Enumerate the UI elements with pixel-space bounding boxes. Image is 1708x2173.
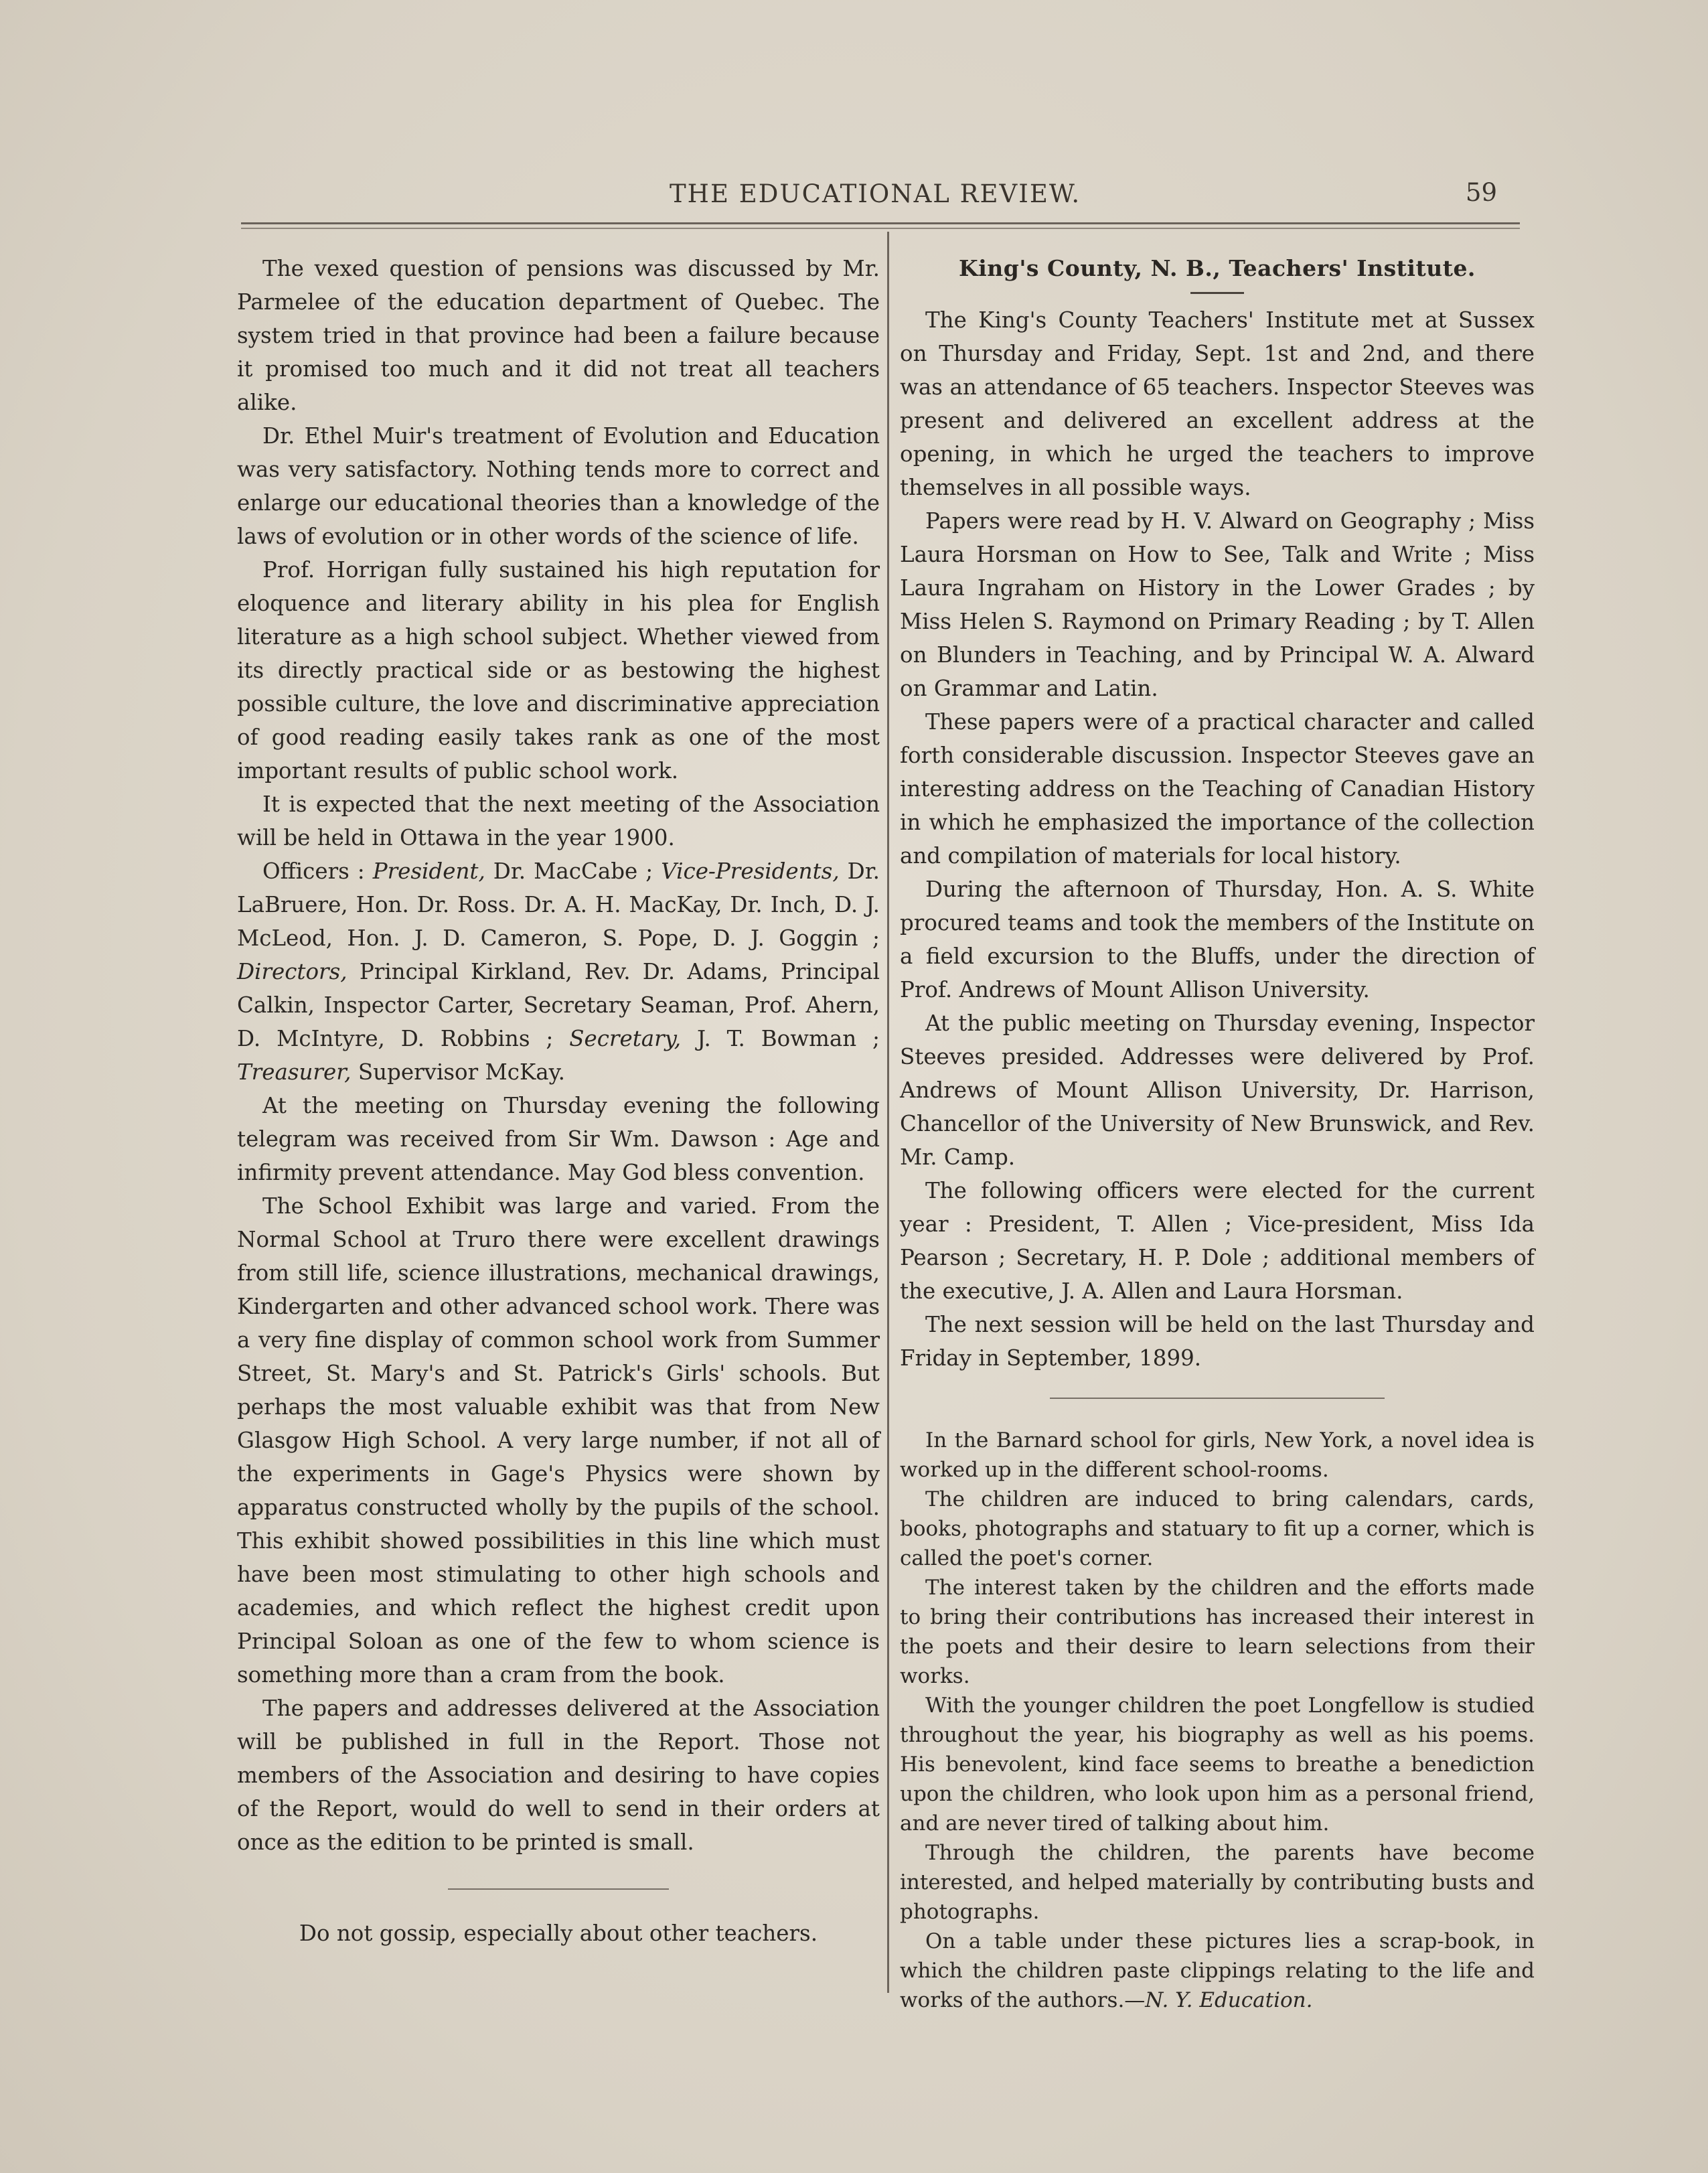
page-number: 59 (1465, 178, 1497, 207)
officers-text: Officers : (262, 858, 373, 884)
officers-text: Principal Kirkland, Rev. Dr. Adams, Principal Calkin, Inspector Carter, Secretary Seaman, Prof. Ahern, D. McIntyre, D. Robbins ; (237, 959, 880, 1051)
paragraph-telegram: At the meeting on Thursday evening the following telegram was received from Sir Wm. Dawson : Age and infirmity prevent attendance. May God bless convention. (237, 1093, 880, 1185)
paragraph-report: The papers and addresses delivered at the Association will be published in full in the Report. Those not members of the Association and desiring to have copies of the Report, would do well to send in their orders at once as the edition to be printed is small. (237, 1696, 880, 1855)
officers-role: Vice-Presidents, (661, 858, 840, 884)
paragraph-pensions: The vexed question of pensions was discussed by Mr. Parmelee of the education department of Quebec. The system tried in that province had been a failure because it promised too much and it did not treat all teachers alike. (237, 256, 880, 415)
paragraph-excursion: During the afternoon of Thursday, Hon. A. S. White procured teams and took the members of the Institute on a field excursion to the Bluffs, under the direction of Prof. Andrews of Mount Allison University. (900, 877, 1535, 1002)
gossip-note: Do not gossip, especially about other teachers. (299, 1921, 818, 1946)
paragraph-evolution: Dr. Ethel Muir's treatment of Evolution and Education was very satisfactory. Nothing tends more to correct and enlarge our educational theories than a knowledge of the laws of evolution or in other words of the science of life. (237, 423, 880, 549)
article-title: King's County, N. B., Teachers' Institute. (959, 255, 1476, 281)
header-rule (241, 222, 1520, 224)
title-rule (1190, 292, 1244, 294)
paragraph-papers: Papers were read by H. V. Alward on Geography ; Miss Laura Horsman on How to See, Talk and Write ; Miss Laura Ingraham on History in the Lower Grades ; by Miss Helen S. Raymond on Primary Reading ; by T. Allen on Blunders in Teaching, and by Principal W. A. Alward on Grammar and Latin. (900, 508, 1535, 701)
paragraph-public-meeting: At the public meeting on Thursday evening, Inspector Steeves presided. Addresses were delivered by Prof. Andrews of Mount Allison University, Dr. Harrison, Chancellor of the University of New Brunswick, and Rev. Mr. Camp. (900, 1010, 1535, 1170)
left-column (237, 252, 880, 1950)
officers-text: Dr. MacCabe ; (485, 858, 662, 884)
officers-role: Directors, (237, 959, 347, 984)
paragraph-next-meeting: It is expected that the next meeting of the Association will be held in Ottawa in the year 1900. (237, 792, 880, 850)
paragraph-literature: Prof. Horrigan fully sustained his high reputation for eloquence and literary ability in his plea for English literature as a high school subject. Whether viewed from its directly practical side or as bestowing the highest possible culture, the love and discriminative appreciation of good reading easily takes rank as one of the most important results of public school work. (237, 557, 880, 783)
paragraph-parents: Through the children, the parents have become interested, and helped materially by contributing busts and photographs. (900, 1841, 1535, 1924)
officers-text: Dr. LaBruere, Hon. Dr. Ross. Dr. A. H. MacKay, Dr. Inch, D. J. McLeod, Hon. J. D. Cameron, S. Pope, D. J. Goggin ; (237, 858, 880, 951)
paragraph-officers (237, 854, 880, 1089)
paragraph-poets-corner: The children are induced to bring calendars, cards, books, photographs and statuary to fit up a corner, which is called the poet's corner. (900, 1487, 1535, 1570)
paragraph-meeting: The King's County Teachers' Institute met at Sussex on Thursday and Friday, Sept. 1st and 2nd, and there was an attendance of 65 teachers. Inspector Steeves was present and delivered an excellent address at the opening, in which he urged the teachers to improve themselves in all possible ways. (900, 307, 1535, 500)
running-title: THE EDUCATIONAL REVIEW. (670, 179, 1081, 208)
page-header (670, 175, 1497, 222)
column-divider (887, 232, 889, 1993)
officers-text: J. T. Bowman ; (681, 1026, 880, 1051)
section-separator (1050, 1398, 1385, 1399)
right-column (900, 252, 1535, 2015)
barnard-article (900, 1426, 1535, 2015)
paragraph-barnard-idea: In the Barnard school for girls, New York, a novel idea is worked up in the different school-rooms. (900, 1428, 1535, 1482)
scrap-book-text: On a table under these pictures lies a scrap-book, in which the children paste clippings relating to the life and works of the authors.— (900, 1929, 1535, 2012)
officers-text: Supervisor McKay. (351, 1059, 565, 1085)
paragraph-discussion: These papers were of a practical character and called forth considerable discussion. Inspector Steeves gave an interesting address on the Teaching of Canadian History in which he emphasized the importance of the collection and compilation of materials for local history. (900, 709, 1535, 869)
kings-county-article (900, 252, 1535, 1375)
paragraph-longfellow: With the younger children the poet Longfellow is studied throughout the year, his biography as well as his poems. His benevolent, kind face seems to breathe a benediction upon the children, who look upon him as a personal friend, and are never tired of talking about him. (900, 1694, 1535, 1835)
officers-role: President, (372, 858, 485, 884)
paragraph-officers-elected: The following officers were elected for the current year : President, T. Allen ; Vice-president, Miss Ida Pearson ; Secretary, H. P. Dole ; additional members of the executive, J. A. Allen and Laura Horsman. (900, 1178, 1535, 1304)
paragraph-next-session: The next session will be held on the last Thursday and Friday in September, 1899. (900, 1312, 1535, 1371)
header-rule-secondary (241, 228, 1520, 229)
officers-role: Treasurer, (237, 1059, 352, 1085)
paragraph-scrap-book (900, 1927, 1535, 2015)
officers-role: Secretary, (569, 1026, 682, 1051)
paragraph-interest: The interest taken by the children and the efforts made to bring their contributions has increased their interest in the poets and their desire to learn selections from their works. (900, 1576, 1535, 1688)
section-separator (448, 1888, 669, 1890)
source-attribution: N. Y. Education. (1145, 1988, 1313, 2012)
paragraph-school-exhibit: The School Exhibit was large and varied. From the Normal School at Truro there were excellent drawings from still life, science illustrations, mechanical drawings, Kindergarten and other advanced school work. There was a very fine display of common school work from Summer Street, St. Mary's and St. Patrick's Girls' schools. But perhaps the most valuable exhibit was that from New Glasgow High School. A very large number, if not all of the experiments in Gage's Physics were shown by apparatus constructed wholly by the pupils of the school. This exhibit showed possibilities in this line which must have been most stimulating to other high schools and academies, and which reflect the highest credit upon Principal Soloan as one of the few to whom science is something more than a cram from the book. (237, 1193, 880, 1688)
